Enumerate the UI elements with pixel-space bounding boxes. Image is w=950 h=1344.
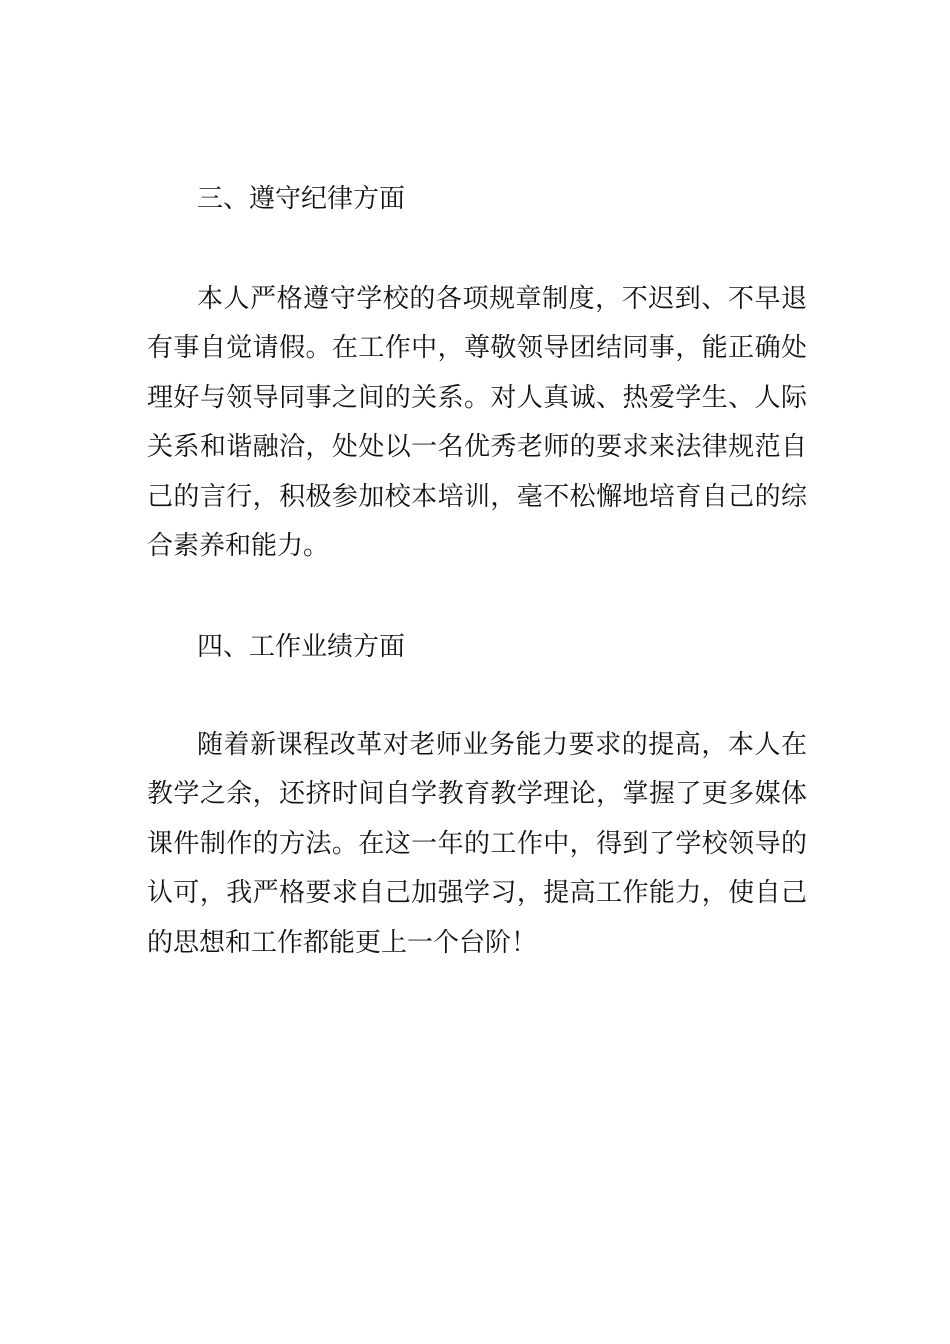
- section-heading-performance: 四、工作业绩方面: [197, 632, 406, 662]
- paragraph-performance: [147, 721, 807, 968]
- paragraph-line: 理好与领导同事之间的关系。对人真诚、热爱学生、人际: [147, 382, 807, 413]
- paragraph-discipline: [147, 275, 807, 571]
- paragraph-line: 有事自觉请假。在工作中，尊敬领导团结同事，能正确处: [147, 333, 807, 364]
- paragraph-line: 课件制作的方法。在这一年的工作中，得到了学校领导的: [147, 828, 807, 859]
- paragraph-line: 教学之余，还挤时间自学教育教学理论，掌握了更多媒体: [147, 779, 807, 810]
- paragraph-line: 关系和谐融洽，处处以一名优秀老师的要求来法律规范自: [147, 432, 807, 463]
- paragraph-line: 随着新课程改革对老师业务能力要求的提高，本人在: [197, 730, 807, 760]
- paragraph-line: 认可，我严格要求自己加强学习，提高工作能力，使自己: [147, 878, 807, 909]
- section-heading-discipline: 三、遵守纪律方面: [197, 184, 406, 214]
- paragraph-line: 己的言行，积极参加校本培训，毫不松懈地培育自己的综: [147, 481, 807, 512]
- paragraph-line: 本人严格遵守学校的各项规章制度，不迟到、不早退: [197, 284, 807, 314]
- paragraph-line: 合素养和能力。: [147, 530, 330, 561]
- paragraph-line: 的思想和工作都能更上一个台阶！: [147, 927, 538, 958]
